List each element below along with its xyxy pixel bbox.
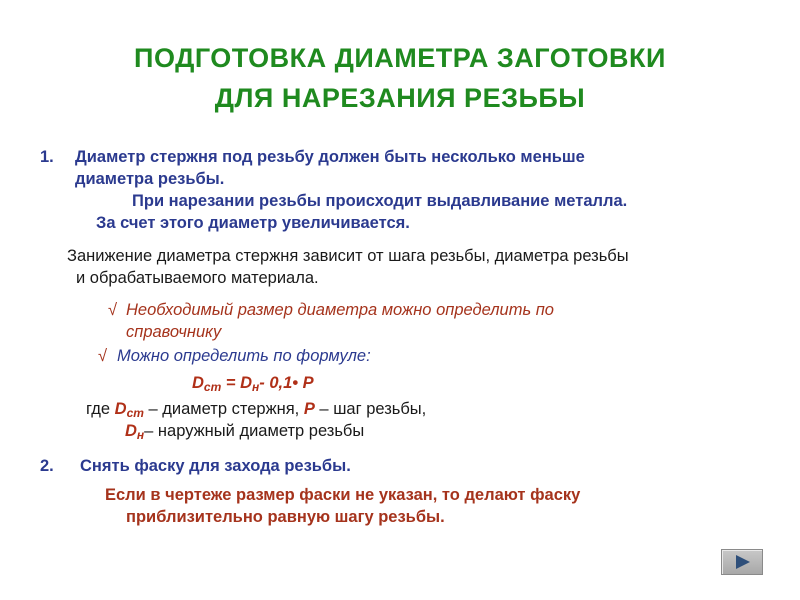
check-mark-icon: √ <box>108 301 118 319</box>
item-2-note-line-1: Если в чертеже размер фаски не указан, то делают фаску <box>105 486 581 504</box>
legend-p: P <box>303 400 315 418</box>
legend-where: где <box>86 400 115 418</box>
legend-d-n-desc: – наружный диаметр резьбы <box>144 422 365 440</box>
item-1-note-line-1: При нарезании резьбы происходит выдавливание металла. <box>132 192 628 210</box>
title-line-2: ДЛЯ НАРЕЗАНИЯ РЕЗЬБЫ <box>214 83 586 113</box>
formula <box>192 372 314 398</box>
title-line-1: ПОДГОТОВКА ДИАМЕТРА ЗАГОТОВКИ <box>134 43 666 73</box>
item-2-note-line-2: приблизительно равную шагу резьбы. <box>126 508 445 526</box>
next-slide-button[interactable] <box>721 549 763 575</box>
formula-rest: - 0,1• P <box>259 374 314 392</box>
check-2-text: Можно определить по формуле: <box>117 347 371 365</box>
item-1-text-line-1: Диаметр стержня под резьбу должен быть несколько меньше <box>75 148 585 166</box>
item-1-number: 1. <box>40 148 54 166</box>
legend-p-desc: – шаг резьбы, <box>314 400 427 418</box>
legend-d-n: D <box>125 422 137 440</box>
formula-d-st-subscript: ст <box>203 380 222 394</box>
check-1-line-2: справочнику <box>126 323 222 341</box>
legend-d-st-subscript: ст <box>126 406 144 420</box>
check-1-line-1: Необходимый размер диаметра можно определить по <box>126 301 554 319</box>
item-1-note-line-2: За счет этого диаметр увеличивается. <box>96 214 410 232</box>
paragraph-line-2: и обрабатываемого материала. <box>76 269 319 287</box>
legend-d-st-desc: – диаметр стержня, <box>143 400 304 418</box>
legend-d-st: D <box>114 400 127 418</box>
legend-d-n-subscript: н <box>136 428 145 442</box>
formula-d-n: D <box>240 374 252 392</box>
item-2-text: Снять фаску для захода резьбы. <box>80 457 351 475</box>
item-1-text-line-2: диаметра резьбы. <box>75 170 225 188</box>
formula-d-st: D <box>192 374 204 392</box>
formula-d-n-subscript: н <box>252 380 260 394</box>
legend-line-2 <box>125 420 364 446</box>
check-mark-icon: √ <box>98 347 108 365</box>
paragraph-line-1: Занижение диаметра стержня зависит от шага резьбы, диаметра резьбы <box>67 247 629 265</box>
slide-title <box>0 38 800 118</box>
formula-equals: = <box>221 374 241 392</box>
item-2-number: 2. <box>40 457 54 475</box>
play-next-icon <box>735 555 751 569</box>
